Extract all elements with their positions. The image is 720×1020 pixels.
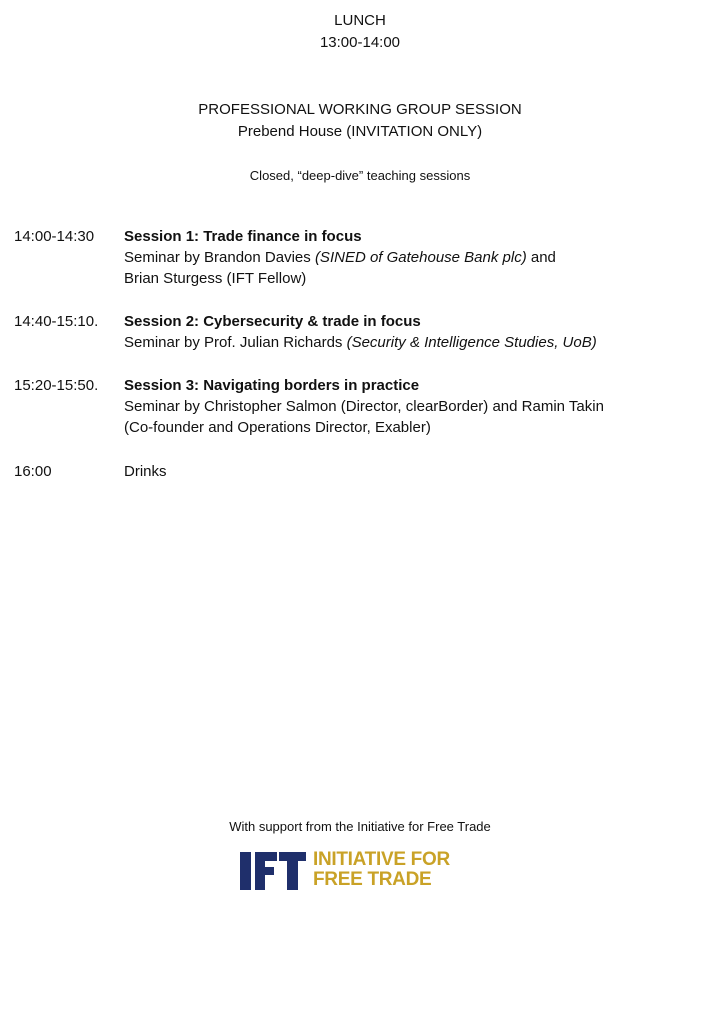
agenda-title: Session 3: Navigating borders in practice xyxy=(124,377,420,394)
speaker-affiliation: (SINED of Gatehouse Bank plc) xyxy=(314,249,527,266)
speaker-name: Seminar by Brandon Davies xyxy=(124,249,315,266)
agenda-time: 14:00-14:30 xyxy=(14,228,95,245)
agenda-speaker-line: Seminar by Christopher Salmon (Director, clearBorder) and Ramin Takin xyxy=(124,398,604,415)
ift-logo-wordmark xyxy=(313,850,483,890)
agenda-title: Session 2: Cybersecurity & trade in focus xyxy=(124,313,421,330)
agenda-speaker-line-2: Brian Sturgess (IFT Fellow) xyxy=(124,270,307,287)
agenda-speaker-line-2: (Co-founder and Operations Director, Exabler) xyxy=(124,419,431,436)
agenda-time: 16:00 xyxy=(14,463,52,480)
ift-logo-mark-icon xyxy=(240,852,306,890)
session-heading: PROFESSIONAL WORKING GROUP SESSION xyxy=(198,101,522,118)
agenda-title: Drinks xyxy=(124,463,167,480)
agenda-title: Session 1: Trade finance in focus xyxy=(124,228,362,245)
lunch-title: LUNCH xyxy=(334,12,386,29)
logo-line-2: FREE TRADE xyxy=(313,869,432,890)
agenda-time: 15:20-15:50. xyxy=(14,377,99,394)
agenda-time: 14:40-15:10. xyxy=(14,313,99,330)
speaker-conjunction: and xyxy=(526,249,556,266)
session-venue: Prebend House (INVITATION ONLY) xyxy=(237,123,483,140)
speaker-affiliation: (Security & Intelligence Studies, UoB) xyxy=(346,334,597,351)
agenda-speaker-line xyxy=(124,332,704,353)
logo-line-1: INITIATIVE FOR xyxy=(313,849,450,870)
agenda-details xyxy=(124,461,704,482)
ift-logo xyxy=(240,850,480,892)
lunch-time: 13:00-14:00 xyxy=(319,34,401,51)
speaker-name: Seminar by Prof. Julian Richards xyxy=(124,334,347,351)
agenda-details xyxy=(124,311,704,353)
session-note: Closed, “deep-dive” teaching sessions xyxy=(249,168,471,183)
agenda-speaker-line xyxy=(124,247,704,268)
agenda-details xyxy=(124,375,704,438)
agenda-details xyxy=(124,226,704,289)
support-text: With support from the Initiative for Free Trade xyxy=(229,819,491,834)
